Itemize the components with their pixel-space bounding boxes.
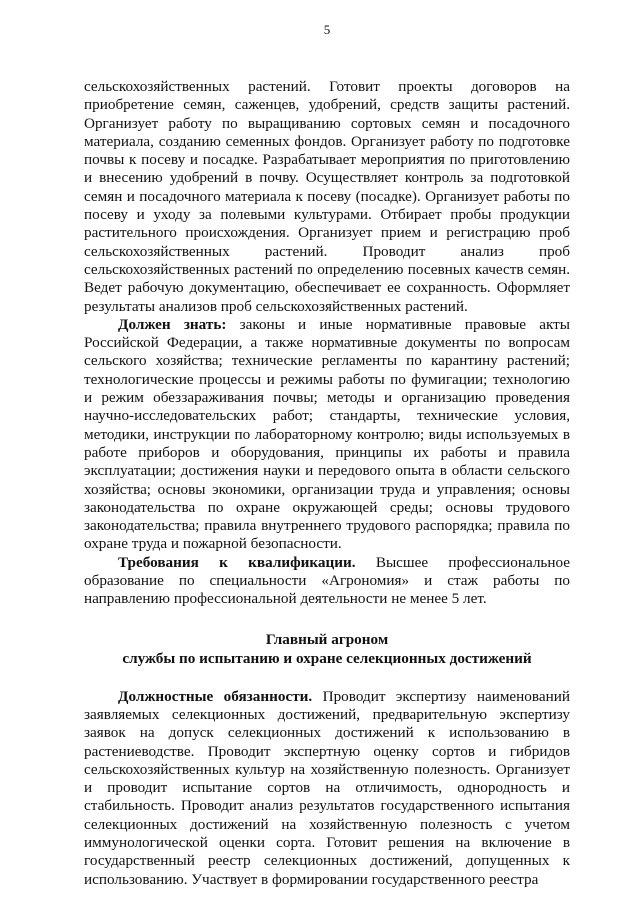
must-know-text: законы и иные нормативные правовые акты Российской Федерации, а также нормативные документы по вопросам сельского хозяйства; технические регламенты по карантину растений; технологические процессы и режимы работы по фумигации; технологию и режим обеззараживания почвы; методы и организацию проведения научно-исследовательских работ; стандарты, технические условия, методики, инструкции по лабораторному контролю; виды используемых в работе приборов и оборудования, принципы их работы и правила эксплуатации; достижения науки и передового опыта в области сельского хозяйства; основы экономики, организации труда и управления; основы законодательства по охране окружающей среды; основы трудового законодательства; правила внутреннего трудового распорядка; правила по охране труда и пожарной безопасности.	[84, 315, 570, 553]
page-number: 5	[323, 22, 331, 37]
section-title-line1: Главный агроном	[265, 630, 389, 648]
duties-paragraph	[84, 688, 570, 889]
duties-text: Проводит экспертизу наименований заявляемых селекционных достижений, предварительную экспертизу заявок на допуск селекционных достижений к использованию в растениеводстве. Проводит экспертную оценку сортов и гибридов сельскохозяйственных культур на хозяйственную полезность. Организует и проводит испытание сортов на отличимость, однородность и стабильность. Проводит анализ результатов государственного испытания селекционных достижений на хозяйственную полезность с учетом иммунологической оценки сорта. Готовит решения на включение в государственный реестр селекционных достижений, допущенных к использованию. Участвует в формировании государственного реестра	[84, 687, 570, 888]
requirements-paragraph	[84, 554, 570, 609]
requirements-label: Требования к квалификации.	[118, 553, 356, 571]
must-know-label: Должен знать:	[118, 315, 227, 333]
section-title-line2: службы по испытанию и охране селекционных достижений	[122, 649, 532, 667]
requirements-text: Высшее профессиональное образование по специальности «Агрономия» и стаж работы по направлению профессиональной деятельности не менее 5 лет.	[84, 553, 570, 608]
duties-label: Должностные обязанности.	[118, 687, 313, 705]
section-heading	[84, 630, 570, 668]
must-know-paragraph	[84, 316, 570, 554]
duties-continuation-paragraph: сельскохозяйственных растений. Готовит проекты договоров на приобретение семян, саженцев, удобрений, средств защиты растений. Организует работу по выращиванию сортовых семян и посадочного материала, созданию семенных фондов. Организует работу по подготовке почвы к посеву и посадке. Разрабатывает мероприятия по приготовлению и внесению удобрений в почву. Осуществляет контроль за подготовкой семян и посадочного материала к посеву (посадке). Организует работы по посеву и уходу за полевыми культурами. Отбирает пробы продукции растительного происхождения. Организует прием и регистрацию проб сельскохозяйственных растений. Проводит анализ проб сельскохозяйственных растений по определению посевных качеств семян. Ведет рабочую документацию, обеспечивает ее сохранность. Оформляет результаты анализов проб сельскохозяйственных растений.	[84, 78, 570, 315]
